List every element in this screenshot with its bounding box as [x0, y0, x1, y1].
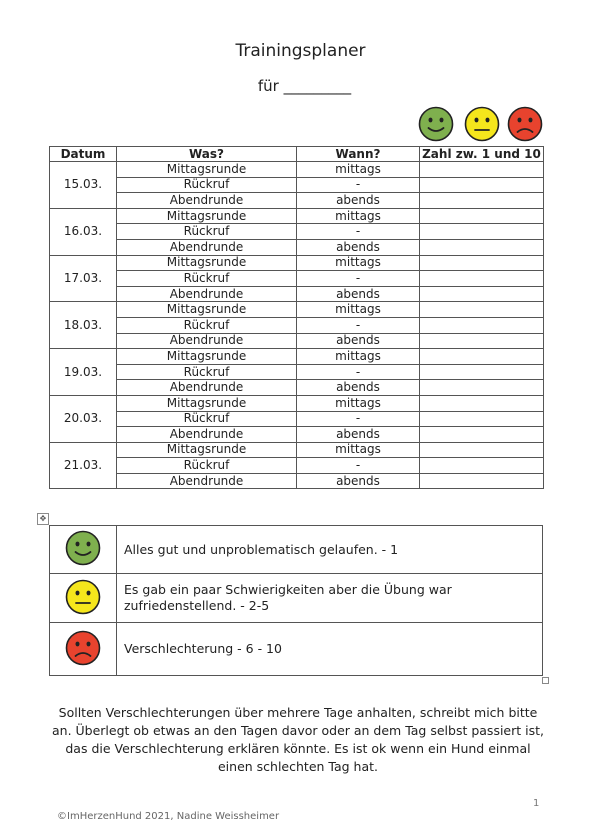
legend-face-cell [50, 526, 117, 574]
table-header-row [50, 147, 544, 162]
table-row [50, 411, 544, 427]
rating-cell[interactable] [420, 162, 544, 178]
legend-row [50, 623, 543, 676]
document-title: Trainingsplaner [235, 41, 366, 61]
rating-cell[interactable] [420, 333, 544, 349]
table-row [50, 162, 544, 178]
was-cell[interactable]: Mittagsrunde [117, 162, 297, 178]
was-cell[interactable]: Abendrunde [117, 427, 297, 443]
footer-copyright: ©ImHerzenHund 2021, Nadine Weissheimer [57, 811, 280, 822]
rating-cell[interactable] [420, 317, 544, 333]
was-cell[interactable]: Rückruf [117, 317, 297, 333]
table-row [50, 442, 544, 458]
legend-table [49, 525, 543, 676]
was-cell[interactable]: Abendrunde [117, 380, 297, 396]
was-cell[interactable]: Abendrunde [117, 333, 297, 349]
rating-cell[interactable] [420, 411, 544, 427]
training-table [49, 146, 544, 489]
was-cell[interactable]: Rückruf [117, 364, 297, 380]
wann-cell[interactable]: abends [297, 333, 420, 349]
rating-cell[interactable] [420, 473, 544, 489]
was-cell[interactable]: Rückruf [117, 271, 297, 287]
wann-cell[interactable]: mittags [297, 302, 420, 318]
table-move-handle-icon[interactable]: ✥ [37, 513, 49, 525]
table-row [50, 317, 544, 333]
table-row [50, 271, 544, 287]
was-cell[interactable]: Abendrunde [117, 193, 297, 209]
rating-cell[interactable] [420, 193, 544, 209]
was-cell[interactable]: Rückruf [117, 224, 297, 240]
rating-cell[interactable] [420, 349, 544, 365]
legend-row [50, 526, 543, 574]
was-cell[interactable]: Abendrunde [117, 286, 297, 302]
table-row [50, 193, 544, 209]
sad-face-icon [65, 630, 101, 666]
header-wann: Wann? [297, 147, 420, 162]
wann-cell[interactable]: abends [297, 193, 420, 209]
was-cell[interactable]: Mittagsrunde [117, 302, 297, 318]
happy-face-icon [418, 106, 454, 142]
was-cell[interactable]: Mittagsrunde [117, 395, 297, 411]
table-row [50, 473, 544, 489]
for-line: für _________ [257, 77, 352, 95]
was-cell[interactable]: Abendrunde [117, 473, 297, 489]
table-row [50, 395, 544, 411]
date-cell: 17.03. [50, 255, 117, 302]
wann-cell[interactable]: - [297, 458, 420, 474]
rating-cell[interactable] [420, 239, 544, 255]
rating-cell[interactable] [420, 442, 544, 458]
wann-cell[interactable]: mittags [297, 349, 420, 365]
wann-cell[interactable]: - [297, 177, 420, 193]
note-paragraph: Sollten Verschlechterungen über mehrere Tage anhalten, schreibt mich bitte an. Überlegt ob etwas an den Tagen davor oder an dem Tag selbst passiert ist, das die Verschlechterung erklären könnte. Es ist ok wenn ein Hund einmal einen schlechten Tag hat. [51, 705, 544, 774]
legend-text: Alles gut und unproblematisch gelaufen. - 1 [117, 526, 543, 574]
wann-cell[interactable]: - [297, 364, 420, 380]
rating-cell[interactable] [420, 458, 544, 474]
was-cell[interactable]: Abendrunde [117, 239, 297, 255]
table-row [50, 333, 544, 349]
table-resize-handle[interactable] [542, 677, 549, 684]
rating-cell[interactable] [420, 177, 544, 193]
was-cell[interactable]: Rückruf [117, 411, 297, 427]
table-row [50, 255, 544, 271]
wann-cell[interactable]: abends [297, 427, 420, 443]
was-cell[interactable]: Mittagsrunde [117, 255, 297, 271]
legend-row [50, 574, 543, 623]
page-number: 1 [533, 798, 540, 809]
wann-cell[interactable]: abends [297, 239, 420, 255]
date-cell: 20.03. [50, 395, 117, 442]
table-row [50, 427, 544, 443]
wann-cell[interactable]: mittags [297, 395, 420, 411]
rating-cell[interactable] [420, 286, 544, 302]
header-datum: Datum [50, 147, 117, 162]
was-cell[interactable]: Mittagsrunde [117, 208, 297, 224]
legend-face-cell [50, 623, 117, 676]
wann-cell[interactable]: - [297, 224, 420, 240]
table-row [50, 239, 544, 255]
wann-cell[interactable]: - [297, 411, 420, 427]
header-was: Was? [117, 147, 297, 162]
rating-cell[interactable] [420, 208, 544, 224]
wann-cell[interactable]: mittags [297, 208, 420, 224]
wann-cell[interactable]: mittags [297, 442, 420, 458]
sad-face-icon [507, 106, 543, 142]
rating-cell[interactable] [420, 224, 544, 240]
date-cell: 18.03. [50, 302, 117, 349]
rating-cell[interactable] [420, 364, 544, 380]
table-row [50, 286, 544, 302]
wann-cell[interactable]: abends [297, 473, 420, 489]
was-cell[interactable]: Mittagsrunde [117, 349, 297, 365]
table-row [50, 177, 544, 193]
rating-cell[interactable] [420, 302, 544, 318]
table-row [50, 349, 544, 365]
wann-cell[interactable]: abends [297, 380, 420, 396]
table-row [50, 458, 544, 474]
happy-face-icon [65, 530, 101, 566]
table-row [50, 380, 544, 396]
neutral-face-icon [65, 579, 101, 615]
rating-cell[interactable] [420, 255, 544, 271]
table-row [50, 302, 544, 318]
rating-cell[interactable] [420, 427, 544, 443]
was-cell[interactable]: Rückruf [117, 177, 297, 193]
legend-face-cell [50, 574, 117, 623]
legend-text: Verschlechterung - 6 - 10 [117, 623, 543, 676]
wann-cell[interactable]: - [297, 271, 420, 287]
rating-cell[interactable] [420, 395, 544, 411]
table-row [50, 364, 544, 380]
date-cell: 16.03. [50, 208, 117, 255]
rating-cell[interactable] [420, 271, 544, 287]
rating-cell[interactable] [420, 380, 544, 396]
was-cell[interactable]: Mittagsrunde [117, 442, 297, 458]
date-cell: 15.03. [50, 162, 117, 209]
wann-cell[interactable]: mittags [297, 255, 420, 271]
table-row [50, 208, 544, 224]
wann-cell[interactable]: - [297, 317, 420, 333]
legend-text: Es gab ein paar Schwierigkeiten aber die Übung war zufriedenstellend. - 2-5 [117, 574, 543, 623]
table-row [50, 224, 544, 240]
neutral-face-icon [464, 106, 500, 142]
wann-cell[interactable]: abends [297, 286, 420, 302]
header-zahl: Zahl zw. 1 und 10 [420, 147, 544, 162]
date-cell: 21.03. [50, 442, 117, 489]
wann-cell[interactable]: mittags [297, 162, 420, 178]
was-cell[interactable]: Rückruf [117, 458, 297, 474]
date-cell: 19.03. [50, 349, 117, 396]
